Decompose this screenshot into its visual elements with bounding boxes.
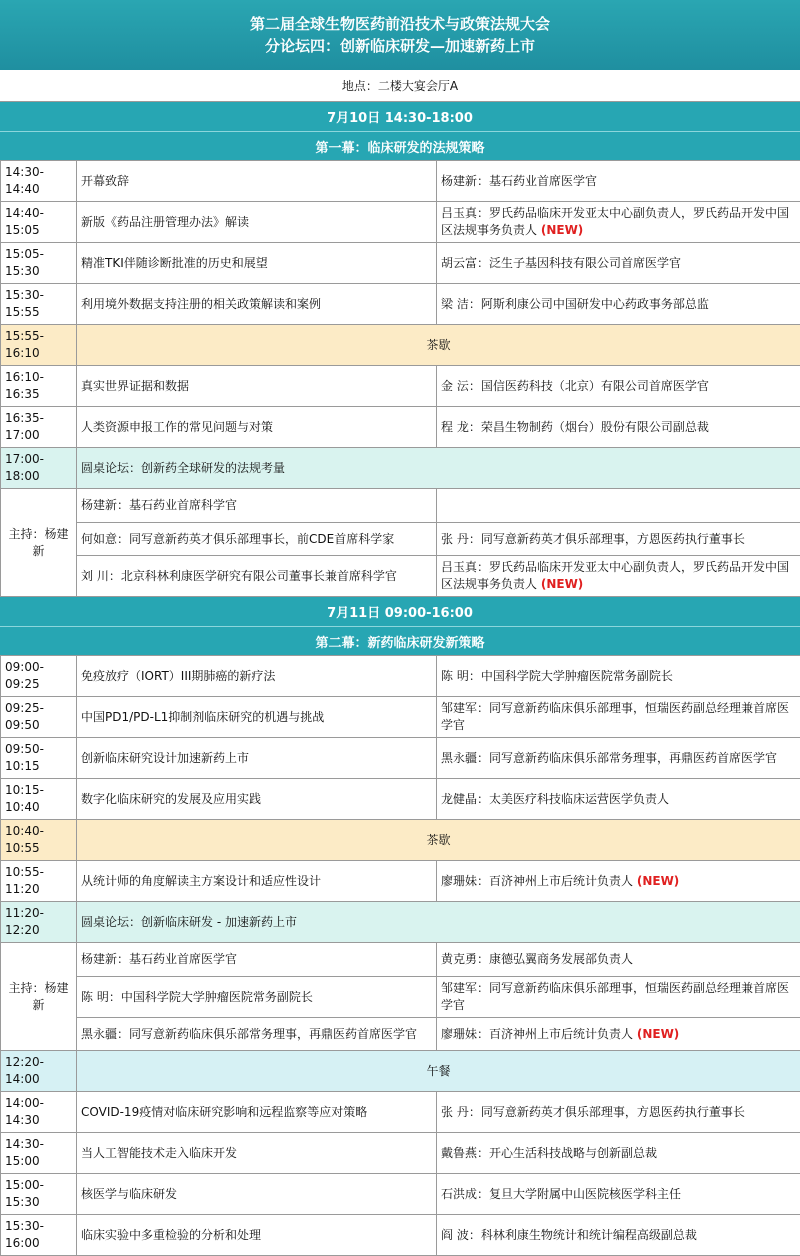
panelist-row xyxy=(1,523,800,556)
topic-cell: 真实世界证据和数据 xyxy=(77,366,437,407)
table-row xyxy=(1,656,800,697)
speaker-cell: 程 龙：荣昌生物制药（烟台）股份有限公司副总裁 xyxy=(437,407,800,448)
time-cell: 15:30-16:00 xyxy=(1,1215,77,1256)
panelist-cell: 陈 明：中国科学院大学肿瘤医院常务副院长 xyxy=(77,977,437,1018)
panelist-row xyxy=(1,943,800,977)
topic-cell: 临床实验中多重检验的分析和处理 xyxy=(77,1215,437,1256)
time-cell: 09:50-10:15 xyxy=(1,738,77,779)
day1-session-bar: 第一幕：临床研发的法规策略 xyxy=(0,131,800,160)
speaker-cell: 龙健晶：太美医疗科技临床运营医学负责人 xyxy=(437,779,800,820)
topic-cell: 新版《药品注册管理办法》解读 xyxy=(77,202,437,243)
table-row xyxy=(1,779,800,820)
speaker-cell: 邹建军：同写意新药临床俱乐部理事，恒瑞医药副总经理兼首席医学官 xyxy=(437,697,800,738)
speaker-cell xyxy=(437,861,800,902)
host-cell: 主持：杨建新 xyxy=(1,943,77,1051)
topic-cell: 当人工智能技术走入临床开发 xyxy=(77,1133,437,1174)
panelist-row xyxy=(1,1018,800,1051)
panel-title: 圆桌论坛：创新药全球研发的法规考量 xyxy=(77,448,800,489)
time-cell: 14:30-15:00 xyxy=(1,1133,77,1174)
speaker-text: 吕玉真：罗氏药品临床开发亚太中心副负责人，罗氏药品开发中国区法规事务负责人 xyxy=(441,206,789,237)
time-cell: 15:00-15:30 xyxy=(1,1174,77,1215)
time-cell: 17:00-18:00 xyxy=(1,448,77,489)
day1-date-bar: 7月10日 14:30-18:00 xyxy=(0,102,800,131)
speaker-cell: 胡云富：泛生子基因科技有限公司首席医学官 xyxy=(437,243,800,284)
time-cell: 09:25-09:50 xyxy=(1,697,77,738)
day1-schedule-table xyxy=(0,160,800,597)
panelist-row xyxy=(1,977,800,1018)
topic-cell: 核医学与临床研发 xyxy=(77,1174,437,1215)
topic-cell: 开幕致辞 xyxy=(77,161,437,202)
table-row xyxy=(1,738,800,779)
table-row xyxy=(1,407,800,448)
speaker-cell: 石洪成：复旦大学附属中山医院核医学科主任 xyxy=(437,1174,800,1215)
panel-row xyxy=(1,902,800,943)
speaker-cell: 梁 洁：阿斯利康公司中国研发中心药政事务部总监 xyxy=(437,284,800,325)
table-row xyxy=(1,1215,800,1256)
table-row xyxy=(1,697,800,738)
panelist-cell: 何如意：同写意新药英才俱乐部理事长，前CDE首席科学家 xyxy=(77,523,437,556)
topic-cell: COVID-19疫情对临床研究影响和远程监察等应对策略 xyxy=(77,1092,437,1133)
time-cell: 10:15-10:40 xyxy=(1,779,77,820)
time-cell: 09:00-09:25 xyxy=(1,656,77,697)
lunch-row xyxy=(1,1051,800,1092)
time-cell: 14:40-15:05 xyxy=(1,202,77,243)
tea-break-label: 茶歇 xyxy=(77,325,800,366)
table-row xyxy=(1,861,800,902)
new-badge: (NEW) xyxy=(637,1027,679,1041)
panelist-cell xyxy=(437,1018,800,1051)
panelist-cell: 张 丹：同写意新药英才俱乐部理事，方恩医药执行董事长 xyxy=(437,523,800,556)
speaker-cell: 黑永疆：同写意新药临床俱乐部常务理事，再鼎医药首席医学官 xyxy=(437,738,800,779)
forum-subtitle: 分论坛四：创新临床研发—加速新药上市 xyxy=(265,35,535,57)
table-row xyxy=(1,161,800,202)
new-badge: (NEW) xyxy=(541,577,583,591)
panelist-cell: 邹建军：同写意新药临床俱乐部理事，恒瑞医药副总经理兼首席医学官 xyxy=(437,977,800,1018)
conference-title: 第二届全球生物医药前沿技术与政策法规大会 xyxy=(250,13,550,35)
time-cell: 15:55-16:10 xyxy=(1,325,77,366)
lunch-label: 午餐 xyxy=(77,1051,800,1092)
time-cell: 16:10-16:35 xyxy=(1,366,77,407)
new-badge: (NEW) xyxy=(541,223,583,237)
panelist-row xyxy=(1,489,800,523)
topic-cell: 人类资源申报工作的常见问题与对策 xyxy=(77,407,437,448)
speaker-text: 吕玉真：罗氏药品临床开发亚太中心副负责人，罗氏药品开发中国区法规事务负责人 xyxy=(441,560,789,591)
panel-title: 圆桌论坛：创新临床研发 - 加速新药上市 xyxy=(77,902,800,943)
table-row xyxy=(1,202,800,243)
host-cell: 主持：杨建新 xyxy=(1,489,77,597)
panelist-cell xyxy=(437,556,800,597)
panelist-cell: 杨建新：基石药业首席医学官 xyxy=(77,943,437,977)
table-row xyxy=(1,1092,800,1133)
topic-cell: 利用境外数据支持注册的相关政策解读和案例 xyxy=(77,284,437,325)
speaker-cell: 阎 波：科林利康生物统计和统计编程高级副总裁 xyxy=(437,1215,800,1256)
topic-cell: 精准TKI伴随诊断批准的历史和展望 xyxy=(77,243,437,284)
time-cell: 12:20-14:00 xyxy=(1,1051,77,1092)
panelist-cell: 黄克勇：康德弘翼商务发展部负责人 xyxy=(437,943,800,977)
venue-location: 地点：二楼大宴会厅A xyxy=(0,70,800,102)
speaker-cell: 金 沄：国信医药科技（北京）有限公司首席医学官 xyxy=(437,366,800,407)
time-cell: 14:00-14:30 xyxy=(1,1092,77,1133)
time-cell: 16:35-17:00 xyxy=(1,407,77,448)
speaker-cell: 杨建新：基石药业首席医学官 xyxy=(437,161,800,202)
time-cell: 14:30-14:40 xyxy=(1,161,77,202)
day2-session-bar: 第二幕：新药临床研发新策略 xyxy=(0,626,800,655)
table-row xyxy=(1,1133,800,1174)
day2-date-bar: 7月11日 09:00-16:00 xyxy=(0,597,800,626)
time-cell: 11:20-12:20 xyxy=(1,902,77,943)
speaker-text: 廖珊妹：百济神州上市后统计负责人 xyxy=(441,1027,633,1041)
tea-break-row xyxy=(1,820,800,861)
panelist-cell xyxy=(437,489,800,523)
day2-schedule-table xyxy=(0,655,800,1256)
panelist-cell: 杨建新：基石药业首席科学官 xyxy=(77,489,437,523)
time-cell: 10:55-11:20 xyxy=(1,861,77,902)
time-cell: 10:40-10:55 xyxy=(1,820,77,861)
panel-row xyxy=(1,448,800,489)
speaker-text: 廖珊妹：百济神州上市后统计负责人 xyxy=(441,874,633,888)
speaker-cell: 张 丹：同写意新药英才俱乐部理事，方恩医药执行董事长 xyxy=(437,1092,800,1133)
tea-break-label: 茶歇 xyxy=(77,820,800,861)
time-cell: 15:30-15:55 xyxy=(1,284,77,325)
topic-cell: 中国PD1/PD-L1抑制剂临床研究的机遇与挑战 xyxy=(77,697,437,738)
panelist-cell: 刘 川：北京科林利康医学研究有限公司董事长兼首席科学官 xyxy=(77,556,437,597)
table-row xyxy=(1,284,800,325)
topic-cell: 创新临床研究设计加速新药上市 xyxy=(77,738,437,779)
topic-cell: 数字化临床研究的发展及应用实践 xyxy=(77,779,437,820)
speaker-cell: 陈 明：中国科学院大学肿瘤医院常务副院长 xyxy=(437,656,800,697)
table-row xyxy=(1,1174,800,1215)
table-row xyxy=(1,366,800,407)
new-badge: (NEW) xyxy=(637,874,679,888)
time-cell: 15:05-15:30 xyxy=(1,243,77,284)
speaker-cell xyxy=(437,202,800,243)
conference-header xyxy=(0,0,800,70)
panelist-row xyxy=(1,556,800,597)
table-row xyxy=(1,243,800,284)
topic-cell: 免疫放疗（IORT）III期肺癌的新疗法 xyxy=(77,656,437,697)
topic-cell: 从统计师的角度解读主方案设计和适应性设计 xyxy=(77,861,437,902)
tea-break-row xyxy=(1,325,800,366)
panelist-cell: 黑永疆：同写意新药临床俱乐部常务理事，再鼎医药首席医学官 xyxy=(77,1018,437,1051)
speaker-cell: 戴鲁燕：开心生活科技战略与创新副总裁 xyxy=(437,1133,800,1174)
